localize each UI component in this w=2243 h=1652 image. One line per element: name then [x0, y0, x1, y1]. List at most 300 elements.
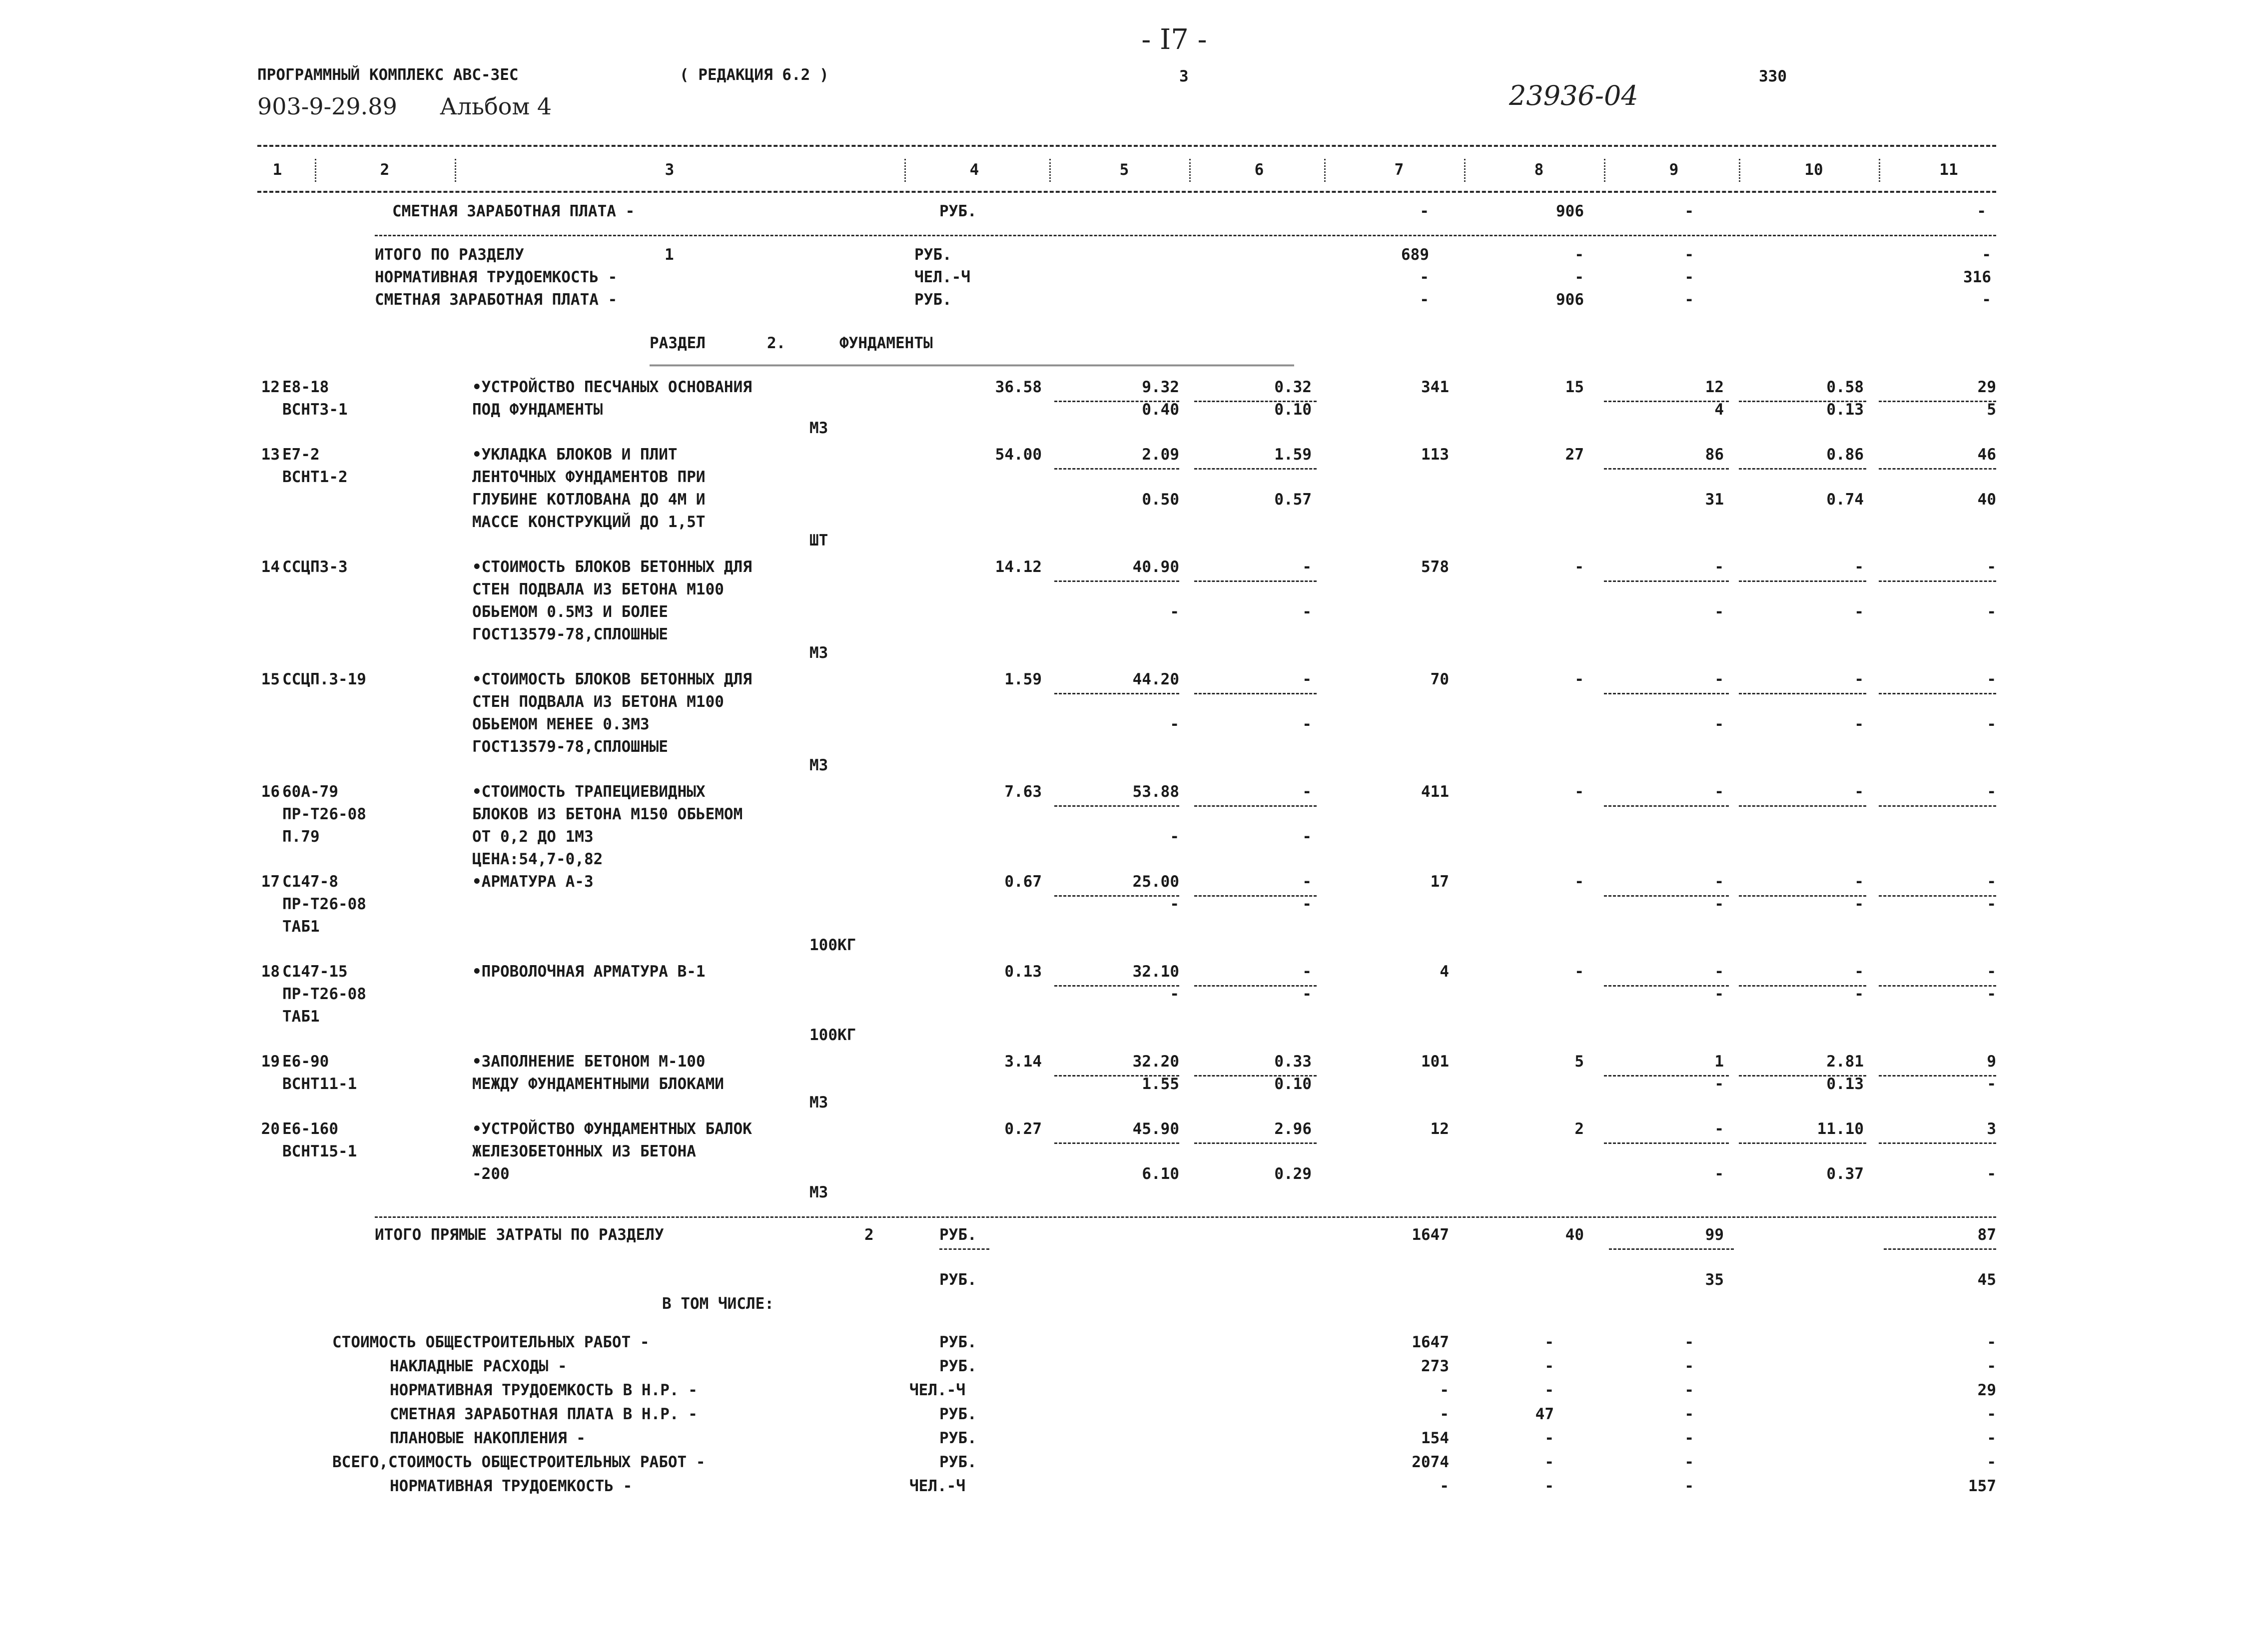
row-qty: 7.63 — [1004, 783, 1042, 801]
row-unit: М3 — [809, 756, 828, 774]
row-sub-c9: - — [1714, 1075, 1724, 1093]
row-subrule — [1879, 1142, 1996, 1144]
row-sub-c9: - — [1714, 985, 1724, 1003]
row-sub-c6: - — [1302, 985, 1312, 1003]
column-number: 1 — [272, 161, 282, 179]
row-c6: 0.32 — [1274, 378, 1312, 396]
row-subrule — [1604, 805, 1729, 807]
row-c11: - — [1987, 873, 1996, 891]
column-number: 4 — [969, 161, 979, 179]
row-description: •ПРОВОЛОЧНАЯ АРМАТУРА В-1 — [472, 963, 706, 981]
row-c11: - — [1987, 670, 1996, 688]
summary-c7: 2074 — [1412, 1453, 1449, 1471]
total-c11: - — [1982, 246, 1991, 264]
top-divider — [375, 235, 1996, 236]
row-c10: - — [1854, 873, 1864, 891]
row-c6: - — [1302, 873, 1312, 891]
row-qty: 0.13 — [1004, 963, 1042, 981]
row-description: ОБЬЕМОМ 0.5М3 И БОЛЕЕ — [472, 603, 668, 621]
row-description: ЛЕНТОЧНЫХ ФУНДАМЕНТОВ ПРИ — [472, 468, 706, 486]
row-subrule — [1604, 580, 1729, 582]
row-c7: 411 — [1421, 783, 1449, 801]
summary-c7: 1647 — [1412, 1333, 1449, 1351]
row-c6: - — [1302, 558, 1312, 576]
column-number: 10 — [1804, 161, 1823, 179]
row-c10: 11.10 — [1817, 1120, 1864, 1138]
column-number: 11 — [1939, 161, 1958, 179]
summary-unit: ЧЕЛ.-Ч — [909, 1477, 965, 1495]
row-sub-c5: - — [1170, 828, 1179, 846]
column-number: 7 — [1394, 161, 1404, 179]
row-code: Е8-18 — [282, 378, 329, 396]
row-c10: - — [1854, 558, 1864, 576]
totals2-unit2: РУБ. — [939, 1271, 977, 1289]
totals2-c11: 87 — [1977, 1226, 1996, 1244]
column-separator — [1049, 159, 1051, 182]
summary-unit: РУБ. — [939, 1453, 977, 1471]
row-qty: 3.14 — [1004, 1053, 1042, 1071]
row-c10: 0.58 — [1826, 378, 1864, 396]
row-c10: - — [1854, 963, 1864, 981]
row-c9: - — [1714, 558, 1724, 576]
summary-c7: - — [1440, 1405, 1449, 1423]
summary-label: НАКЛАДНЫЕ РАСХОДЫ - — [390, 1357, 567, 1375]
row-sub-c6: 0.10 — [1274, 401, 1312, 419]
program-name: ПРОГРАММНЫЙ КОМПЛЕКС АВС-3ЕС — [257, 66, 519, 84]
row-code: ВСНТ3-1 — [282, 401, 348, 419]
row-sub-c11: 40 — [1977, 491, 1996, 509]
totals2-unit: РУБ. — [939, 1226, 977, 1244]
row-sub-c10: - — [1854, 715, 1864, 733]
row-sub-c11: - — [1987, 603, 1996, 621]
section-number: 2. — [767, 334, 786, 352]
header-rule-bottom — [257, 191, 1996, 193]
row-subrule — [1879, 693, 1996, 694]
row-description: -200 — [472, 1165, 510, 1183]
row-code: Е6-90 — [282, 1053, 329, 1071]
row-c5: 44.20 — [1132, 670, 1179, 688]
row-c11: - — [1987, 558, 1996, 576]
doc-code: 903-9-29.89 — [257, 93, 397, 120]
totals2-c9b: 35 — [1705, 1271, 1724, 1289]
row-sub-c11: - — [1987, 985, 1996, 1003]
row-qty: 1.59 — [1004, 670, 1042, 688]
row-sub-c5: 0.50 — [1142, 491, 1179, 509]
row-subrule — [1194, 468, 1317, 470]
row-subrule — [1054, 693, 1179, 694]
row-c8: 15 — [1565, 378, 1584, 396]
row-c5: 45.90 — [1132, 1120, 1179, 1138]
row-unit: М3 — [809, 419, 828, 437]
row-sub-c9: - — [1714, 715, 1724, 733]
row-sub-c6: 0.57 — [1274, 491, 1312, 509]
row-unit: М3 — [809, 1094, 828, 1111]
summary-c7: - — [1440, 1381, 1449, 1399]
column-separator — [455, 159, 456, 182]
row-code: ТАБ1 — [282, 1008, 320, 1026]
row-subrule — [1054, 805, 1179, 807]
summary-c8: - — [1544, 1429, 1554, 1447]
summary-c9: - — [1684, 1357, 1694, 1375]
row-description: ГЛУБИНЕ КОТЛОВАНА ДО 4М И — [472, 491, 706, 509]
row-c8: - — [1574, 670, 1584, 688]
row-c9: - — [1714, 873, 1724, 891]
summary-c9: - — [1684, 1429, 1694, 1447]
row-sub-c11: - — [1987, 715, 1996, 733]
row-number: 16 — [261, 783, 280, 801]
total-c8: - — [1574, 268, 1584, 286]
totals2-c9: 99 — [1705, 1226, 1724, 1244]
row-code: П.79 — [282, 828, 320, 846]
total-c7: 689 — [1401, 246, 1429, 264]
row-sub-c6: - — [1302, 895, 1312, 913]
total-unit: РУБ. — [914, 246, 952, 264]
total-c11: - — [1982, 291, 1991, 309]
row-c6: 1.59 — [1274, 446, 1312, 464]
column-number: 8 — [1534, 161, 1544, 179]
row-c7: 113 — [1421, 446, 1449, 464]
row-description: ОБЬЕМОМ МЕНЕЕ 0.3М3 — [472, 715, 650, 733]
row-subrule — [1739, 1142, 1866, 1144]
wage-c9: - — [1684, 202, 1694, 220]
row-c7: 12 — [1430, 1120, 1449, 1138]
summary-c11: - — [1987, 1333, 1996, 1351]
row-c7: 341 — [1421, 378, 1449, 396]
row-c7: 101 — [1421, 1053, 1449, 1071]
column-separator — [904, 159, 906, 182]
row-subrule — [1739, 580, 1866, 582]
row-description: ОТ 0,2 ДО 1М3 — [472, 828, 594, 846]
wage-c7: - — [1420, 202, 1429, 220]
total-c9: - — [1684, 246, 1694, 264]
row-c9: - — [1714, 1120, 1724, 1138]
column-separator — [1739, 159, 1740, 182]
row-code: Е7-2 — [282, 446, 320, 464]
row-sub-c6: - — [1302, 603, 1312, 621]
summary-label: НОРМАТИВНАЯ ТРУДОЕМКОСТЬ - — [390, 1477, 633, 1495]
row-c9: 1 — [1714, 1053, 1724, 1071]
row-qty: 54.00 — [995, 446, 1042, 464]
summary-c8: - — [1544, 1333, 1554, 1351]
summary-c11: 29 — [1977, 1381, 1996, 1399]
total-label: ИТОГО ПО РАЗДЕЛУ — [375, 246, 524, 264]
row-c6: - — [1302, 963, 1312, 981]
summary-c9: - — [1684, 1477, 1694, 1495]
column-number: 2 — [380, 161, 390, 179]
row-code: ВСНТ1-2 — [282, 468, 348, 486]
row-subrule — [1879, 468, 1996, 470]
page-number: - I7 - — [1141, 23, 1207, 56]
total-c8: 906 — [1556, 291, 1584, 309]
summary-unit: РУБ. — [939, 1429, 977, 1447]
total-unit: РУБ. — [914, 291, 952, 309]
row-subrule — [1879, 580, 1996, 582]
row-subrule — [1739, 805, 1866, 807]
row-code: ССЦП3-3 — [282, 558, 348, 576]
row-sub-c9: 31 — [1705, 491, 1724, 509]
summary-label: ПЛАНОВЫЕ НАКОПЛЕНИЯ - — [390, 1429, 586, 1447]
totals2-subrule — [939, 1248, 989, 1250]
row-description: СТЕН ПОДВАЛА ИЗ БЕТОНА М100 — [472, 580, 724, 598]
column-separator — [315, 159, 316, 182]
row-c8: - — [1574, 873, 1584, 891]
summary-c8: - — [1544, 1357, 1554, 1375]
column-number: 6 — [1254, 161, 1264, 179]
summary-c8: 47 — [1535, 1405, 1554, 1423]
row-subrule — [1194, 1142, 1317, 1144]
total-unit: ЧЕЛ.-Ч — [914, 268, 970, 286]
row-code: ВСНТ15-1 — [282, 1142, 357, 1160]
row-c11: 9 — [1987, 1053, 1996, 1071]
row-c9: 12 — [1705, 378, 1724, 396]
row-subrule — [1604, 693, 1729, 694]
row-sub-c9: - — [1714, 895, 1724, 913]
summary-c11: - — [1987, 1453, 1996, 1471]
row-sub-c10: 0.37 — [1826, 1165, 1864, 1183]
row-c7: 578 — [1421, 558, 1449, 576]
row-description: •СТОИМОСТЬ БЛОКОВ БЕТОННЫХ ДЛЯ — [472, 558, 752, 576]
row-qty: 36.58 — [995, 378, 1042, 396]
row-unit: М3 — [809, 644, 828, 662]
summary-c11: - — [1987, 1357, 1996, 1375]
row-description: ПОД ФУНДАМЕНТЫ — [472, 401, 603, 419]
row-c11: 3 — [1987, 1120, 1996, 1138]
row-description: МАССЕ КОНСТРУКЦИЙ ДО 1,5Т — [472, 513, 706, 531]
row-code: ПР-Т26-08 — [282, 805, 366, 823]
total-c7: - — [1420, 291, 1429, 309]
album-label: Альбом 4 — [440, 93, 552, 120]
header-rule-top — [257, 145, 1996, 147]
row-c7: 70 — [1430, 670, 1449, 688]
section-title: РАЗДЕЛ — [650, 334, 706, 352]
row-number: 15 — [261, 670, 280, 688]
summary-c9: - — [1684, 1381, 1694, 1399]
row-description: ГОСТ13579-78,СПЛОШНЫЕ — [472, 625, 668, 643]
row-qty: 14.12 — [995, 558, 1042, 576]
row-description: ЖЕЛЕЗОБЕТОННЫХ ИЗ БЕТОНА — [472, 1142, 696, 1160]
row-sub-c6: - — [1302, 715, 1312, 733]
row-sub-c5: - — [1170, 715, 1179, 733]
row-c8: - — [1574, 783, 1584, 801]
row-unit: 100КГ — [809, 1026, 856, 1044]
summary-unit: РУБ. — [939, 1333, 977, 1351]
row-description: БЛОКОВ ИЗ БЕТОНА М150 ОБЬЕМОМ — [472, 805, 743, 823]
row-c5: 32.10 — [1132, 963, 1179, 981]
total-c7: - — [1420, 268, 1429, 286]
row-c6: - — [1302, 670, 1312, 688]
column-separator — [1879, 159, 1880, 182]
row-sub-c10: 0.74 — [1826, 491, 1864, 509]
row-c10: - — [1854, 783, 1864, 801]
row-sub-c11: - — [1987, 1165, 1996, 1183]
row-c6: 2.96 — [1274, 1120, 1312, 1138]
row-c7: 17 — [1430, 873, 1449, 891]
row-unit: ШТ — [809, 532, 828, 550]
row-c11: - — [1987, 963, 1996, 981]
summary-c8: - — [1544, 1477, 1554, 1495]
row-c11: 29 — [1977, 378, 1996, 396]
row-sub-c5: 1.55 — [1142, 1075, 1179, 1093]
row-sub-c11: - — [1987, 1075, 1996, 1093]
summary-c9: - — [1684, 1333, 1694, 1351]
row-sub-c9: 4 — [1714, 401, 1724, 419]
totals2-subrule — [1884, 1248, 1996, 1250]
row-subrule — [1879, 805, 1996, 807]
total-label: НОРМАТИВНАЯ ТРУДОЕМКОСТЬ - — [375, 268, 618, 286]
summary-c8: - — [1544, 1381, 1554, 1399]
row-sub-c11: 5 — [1987, 401, 1996, 419]
totals2-c11b: 45 — [1977, 1271, 1996, 1289]
row-sub-c10: 0.13 — [1826, 401, 1864, 419]
totals-divider — [375, 1216, 1996, 1218]
totals2-c8: 40 — [1565, 1226, 1584, 1244]
row-description: •ЗАПОЛНЕНИЕ БЕТОНОМ М-100 — [472, 1053, 706, 1071]
section-name: ФУНДАМЕНТЫ — [839, 334, 933, 352]
row-sub-c6: - — [1302, 828, 1312, 846]
summary-c8: - — [1544, 1453, 1554, 1471]
summary-c7: 154 — [1421, 1429, 1449, 1447]
summary-c9: - — [1684, 1405, 1694, 1423]
row-c8: - — [1574, 963, 1584, 981]
section-underline — [650, 365, 1294, 368]
summary-label: ВСЕГО,СТОИМОСТЬ ОБЩЕСТРОИТЕЛЬНЫХ РАБОТ - — [332, 1453, 706, 1471]
row-subrule — [1604, 1142, 1729, 1144]
row-description: •УСТРОЙСТВО ПЕСЧАНЫХ ОСНОВАНИЯ — [472, 378, 752, 396]
totals2-label: ИТОГО ПРЯМЫЕ ЗАТРАТЫ ПО РАЗДЕЛУ — [375, 1226, 664, 1244]
wage-c8: 906 — [1556, 202, 1584, 220]
total-num: 1 — [665, 246, 674, 264]
row-subrule — [1739, 693, 1866, 694]
row-description: СТЕН ПОДВАЛА ИЗ БЕТОНА М100 — [472, 693, 724, 711]
row-c9: - — [1714, 963, 1724, 981]
row-sub-c5: - — [1170, 985, 1179, 1003]
row-c8: 27 — [1565, 446, 1584, 464]
row-description: МЕЖДУ ФУНДАМЕНТНЫМИ БЛОКАМИ — [472, 1075, 724, 1093]
row-c10: - — [1854, 670, 1864, 688]
row-c5: 9.32 — [1142, 378, 1179, 396]
row-c5: 2.09 — [1142, 446, 1179, 464]
row-code: ПР-Т26-08 — [282, 985, 366, 1003]
row-description: •СТОИМОСТЬ БЛОКОВ БЕТОННЫХ ДЛЯ — [472, 670, 752, 688]
row-number: 14 — [261, 558, 280, 576]
row-code: ССЦП.3-19 — [282, 670, 366, 688]
row-c10: 2.81 — [1826, 1053, 1864, 1071]
row-code: С147-8 — [282, 873, 338, 891]
sheet-number: 3 — [1179, 67, 1189, 85]
row-number: 19 — [261, 1053, 280, 1071]
row-subrule — [1194, 580, 1317, 582]
row-description: •УКЛАДКА БЛОКОВ И ПЛИТ — [472, 446, 678, 464]
row-c9: 86 — [1705, 446, 1724, 464]
row-code: ВСНТ11-1 — [282, 1075, 357, 1093]
row-sub-c5: - — [1170, 895, 1179, 913]
row-qty: 0.27 — [1004, 1120, 1042, 1138]
totals2-subrule — [1609, 1248, 1734, 1250]
row-c5: 53.88 — [1132, 783, 1179, 801]
row-c8: 5 — [1574, 1053, 1584, 1071]
row-description: •АРМАТУРА А-3 — [472, 873, 594, 891]
totals2-subhead: В ТОМ ЧИСЛЕ: — [662, 1295, 774, 1313]
row-code: ТАБ1 — [282, 918, 320, 936]
row-code: 60А-79 — [282, 783, 338, 801]
total-c9: - — [1684, 268, 1694, 286]
row-sub-c6: 0.10 — [1274, 1075, 1312, 1093]
row-subrule — [1194, 805, 1317, 807]
row-code: ПР-Т26-08 — [282, 895, 366, 913]
row-subrule — [1054, 1142, 1179, 1144]
row-number: 18 — [261, 963, 280, 981]
row-sub-c10: - — [1854, 895, 1864, 913]
column-number: 9 — [1669, 161, 1679, 179]
row-c8: - — [1574, 558, 1584, 576]
row-c9: - — [1714, 670, 1724, 688]
wage-c11: - — [1977, 202, 1986, 220]
row-subrule — [1054, 580, 1179, 582]
row-sub-c9: - — [1714, 603, 1724, 621]
row-c11: 46 — [1977, 446, 1996, 464]
row-sub-c5: 0.40 — [1142, 401, 1179, 419]
summary-label: СТОИМОСТЬ ОБЩЕСТРОИТЕЛЬНЫХ РАБОТ - — [332, 1333, 650, 1351]
row-c11: - — [1987, 783, 1996, 801]
summary-unit: РУБ. — [939, 1405, 977, 1423]
column-number: 3 — [665, 161, 675, 179]
row-c7: 4 — [1440, 963, 1449, 981]
row-sub-c9: - — [1714, 1165, 1724, 1183]
row-sub-c10: 0.13 — [1826, 1075, 1864, 1093]
row-code: С147-15 — [282, 963, 348, 981]
summary-c7: - — [1440, 1477, 1449, 1495]
column-separator — [1604, 159, 1605, 182]
row-c10: 0.86 — [1826, 446, 1864, 464]
summary-label: НОРМАТИВНАЯ ТРУДОЕМКОСТЬ В Н.Р. - — [390, 1381, 698, 1399]
summary-c11: 157 — [1968, 1477, 1996, 1495]
row-subrule — [1194, 693, 1317, 694]
summary-c11: - — [1987, 1405, 1996, 1423]
row-c8: 2 — [1574, 1120, 1584, 1138]
row-description: •СТОИМОСТЬ ТРАПЕЦИЕВИДНЫХ — [472, 783, 706, 801]
number-right: 330 — [1759, 67, 1787, 85]
column-number: 5 — [1119, 161, 1129, 179]
row-c5: 32.20 — [1132, 1053, 1179, 1071]
row-number: 20 — [261, 1120, 280, 1138]
row-sub-c6: 0.29 — [1274, 1165, 1312, 1183]
column-separator — [1189, 159, 1191, 182]
row-c6: 0.33 — [1274, 1053, 1312, 1071]
column-separator — [1324, 159, 1326, 182]
totals2-num: 2 — [864, 1226, 874, 1244]
row-number: 13 — [261, 446, 280, 464]
row-unit: М3 — [809, 1183, 828, 1201]
row-description: ГОСТ13579-78,СПЛОШНЫЕ — [472, 738, 668, 756]
column-separator — [1464, 159, 1466, 182]
row-unit: 100КГ — [809, 936, 856, 954]
row-sub-c10: - — [1854, 603, 1864, 621]
row-c5: 25.00 — [1132, 873, 1179, 891]
row-description: •УСТРОЙСТВО ФУНДАМЕНТНЫХ БАЛОК — [472, 1120, 752, 1138]
total-c8: - — [1574, 246, 1584, 264]
total-c11: 316 — [1963, 268, 1991, 286]
row-sub-c11: - — [1987, 895, 1996, 913]
summary-c7: 273 — [1421, 1357, 1449, 1375]
row-sub-c5: - — [1170, 603, 1179, 621]
row-description: ЦЕНА:54,7-0,82 — [472, 850, 603, 868]
total-label: СМЕТНАЯ ЗАРАБОТНАЯ ПЛАТА - — [375, 291, 618, 309]
row-c6: - — [1302, 783, 1312, 801]
summary-c9: - — [1684, 1453, 1694, 1471]
row-sub-c5: 6.10 — [1142, 1165, 1179, 1183]
row-c9: - — [1714, 783, 1724, 801]
inventory-number: 23936-04 — [1509, 80, 1638, 111]
